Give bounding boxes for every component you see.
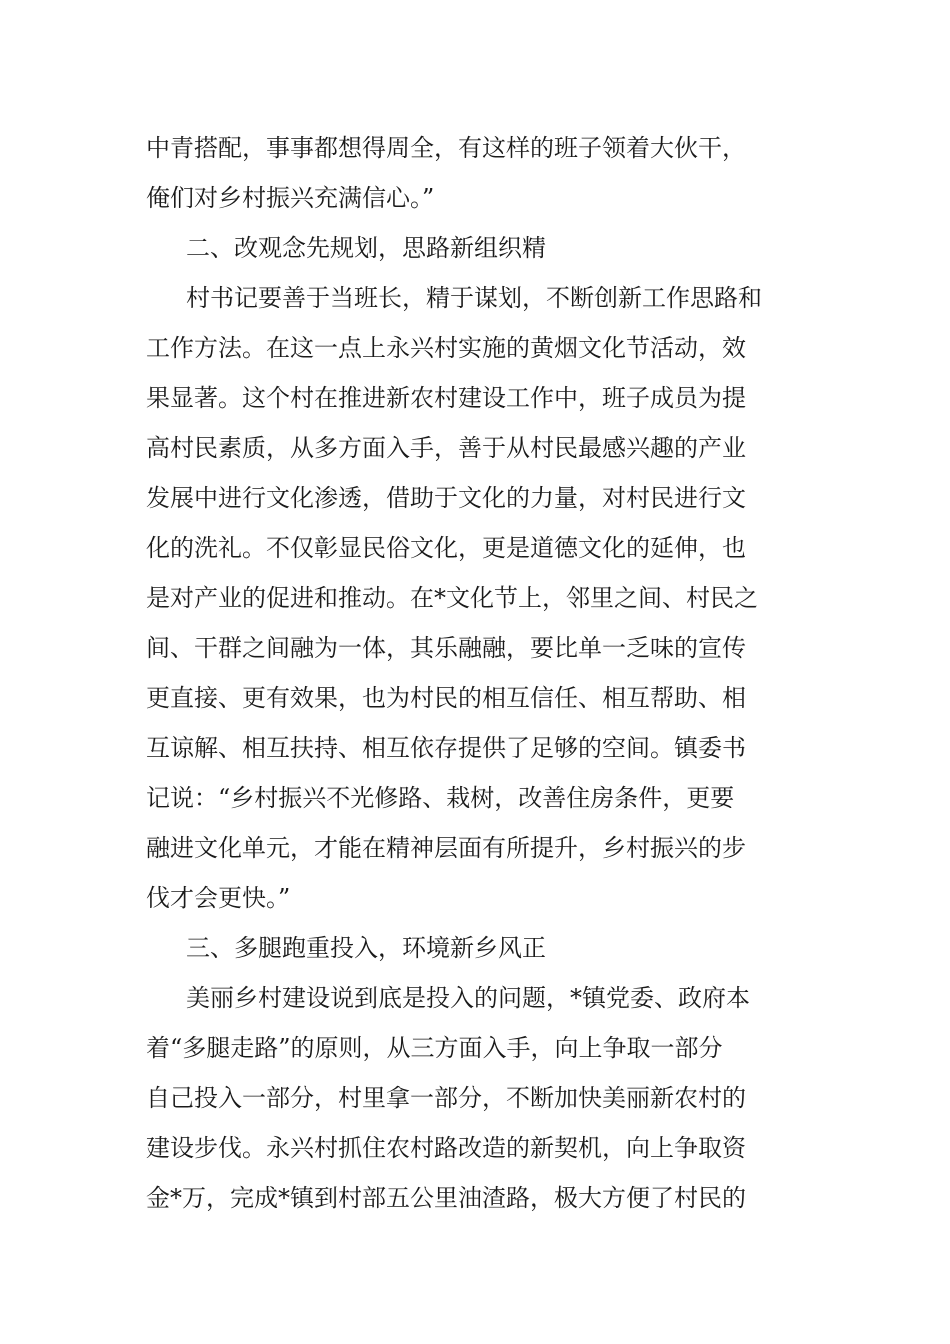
text-line: 高村民素质，从多方面入手，善于从村民最感兴趣的产业: [146, 434, 746, 462]
text-line: 更直接、更有效果，也为村民的相互信任、相互帮助、相: [146, 684, 746, 712]
text-line: 自己投入一部分，村里拿一部分，不断加快美丽新农村的: [146, 1084, 746, 1112]
text-line: 融进文化单元，才能在精神层面有所提升，乡村振兴的步: [146, 834, 746, 862]
text-line: 着“多腿走路”的原则，从三方面入手，向上争取一部分: [146, 1034, 723, 1062]
text-line: 金*万，完成*镇到村部五公里油渣路，极大方便了村民的: [146, 1184, 746, 1212]
text-line: 中青搭配，事事都想得周全，有这样的班子领着大伙干，: [146, 134, 746, 162]
text-line: 发展中进行文化渗透，借助于文化的力量，对村民进行文: [146, 484, 746, 512]
section-heading: 三、多腿跑重投入，环境新乡风正: [186, 934, 546, 962]
text-line: 工作方法。在这一点上永兴村实施的黄烟文化节活动，效: [146, 334, 746, 362]
text-line: 果显著。这个村在推进新农村建设工作中，班子成员为提: [146, 384, 746, 412]
section-heading: 二、改观念先规划，思路新组织精: [186, 234, 546, 262]
text-line: 互谅解、相互扶持、相互依存提供了足够的空间。镇委书: [146, 734, 746, 762]
text-line: 伐才会更快。”: [146, 884, 291, 912]
text-line: 化的洗礼。不仅彰显民俗文化，更是道德文化的延伸，也: [146, 534, 746, 562]
paragraph-first-line: 村书记要善于当班长，精于谋划，不断创新工作思路和: [186, 284, 762, 312]
text-line: 是对产业的促进和推动。在*文化节上，邻里之间、村民之: [146, 584, 758, 612]
text-line: 俺们对乡村振兴充满信心。”: [146, 184, 435, 212]
text-line: 间、干群之间融为一体，其乐融融，要比单一乏味的宣传: [146, 634, 746, 662]
paragraph-first-line: 美丽乡村建设说到底是投入的问题，*镇党委、政府本: [186, 984, 750, 1012]
text-line: 记说：“乡村振兴不光修路、栽树，改善住房条件，更要: [146, 784, 735, 812]
text-line: 建设步伐。永兴村抓住农村路改造的新契机，向上争取资: [146, 1134, 746, 1162]
